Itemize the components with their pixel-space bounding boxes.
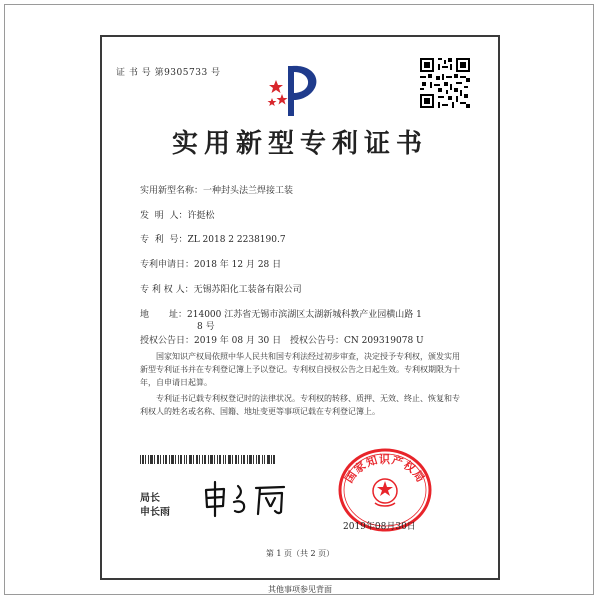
- cnipa-emblem-icon: [262, 60, 332, 120]
- inventor-value: 许挺松: [187, 211, 215, 221]
- grant-date-row: [140, 333, 281, 346]
- grant-date-value: 2019 年 08 月 30 日: [194, 336, 282, 346]
- grant-date-label: 授权公告日：: [140, 336, 195, 346]
- svg-text:国家知识产权局: [342, 452, 428, 485]
- seal-date: 2019年08月30日: [343, 522, 416, 532]
- footer-note: 其他事项参见背面: [268, 585, 332, 594]
- director-name: 申长雨: [140, 507, 170, 518]
- qr-code-icon: [420, 58, 470, 108]
- utility-model-name-row: [140, 183, 293, 196]
- patent-number-row: [140, 232, 286, 245]
- filing-date-value: 2018 年 12 月 28 日: [194, 260, 282, 270]
- grant-number-row: [290, 333, 424, 346]
- grant-number-label: 授权公告号：: [290, 336, 345, 346]
- legal-status-paragraph: 专利证书记载专利权登记时的法律状况。专利权的转移、质押、无效、终止、恢复和专利权人的姓名或名称、国籍、地址变更等事项记载在专利登记簿上。: [140, 394, 460, 416]
- page-number: 第 1 页（共 2 页）: [265, 549, 335, 558]
- address-row: [140, 307, 422, 320]
- inventor-row: [140, 208, 214, 221]
- patent-number-value: ZL 2018 2 2238190.7: [187, 235, 286, 245]
- barcode-icon: [140, 455, 275, 464]
- handwritten-signature-icon: [200, 478, 290, 518]
- address-value-line1: 214000 江苏省无锡市滨湖区太湖新城科教产业园横山路 1: [187, 310, 422, 320]
- grant-statement-paragraph: 国家知识产权局依照中华人民共和国专利法经过初步审查，决定授予专利权，颁发实用新型专利证书并在专利登记簿上予以登记。专利权自授权公告之日起生效。专利权期限为十年，自申请日起算。: [140, 352, 460, 387]
- seal-text: 国家知识产权局: [342, 453, 428, 486]
- filing-date-row: [140, 257, 281, 270]
- patentee-label: 专 利 权 人：: [140, 285, 194, 295]
- certificate-number: 证 书 号 第9305733 号: [116, 68, 221, 78]
- utility-model-name-label: 实用新型名称：: [140, 186, 204, 196]
- patent-number-label: 专 利 号：: [140, 235, 188, 245]
- grant-number-value: CN 209319078 U: [344, 336, 424, 346]
- filing-date-label: 专利申请日：: [140, 260, 195, 270]
- director-title: 局长: [140, 493, 160, 504]
- utility-model-name-value: 一种封头法兰焊接工装: [203, 186, 294, 196]
- address-label: 地 址：: [140, 310, 188, 320]
- inventor-label: 发 明 人：: [140, 211, 188, 221]
- certificate-title: 实用新型专利证书: [171, 129, 428, 159]
- patentee-value: 无锡苏阳化工装备有限公司: [193, 285, 302, 295]
- patentee-row: [140, 282, 302, 295]
- address-value-line2: 8 号: [197, 322, 215, 332]
